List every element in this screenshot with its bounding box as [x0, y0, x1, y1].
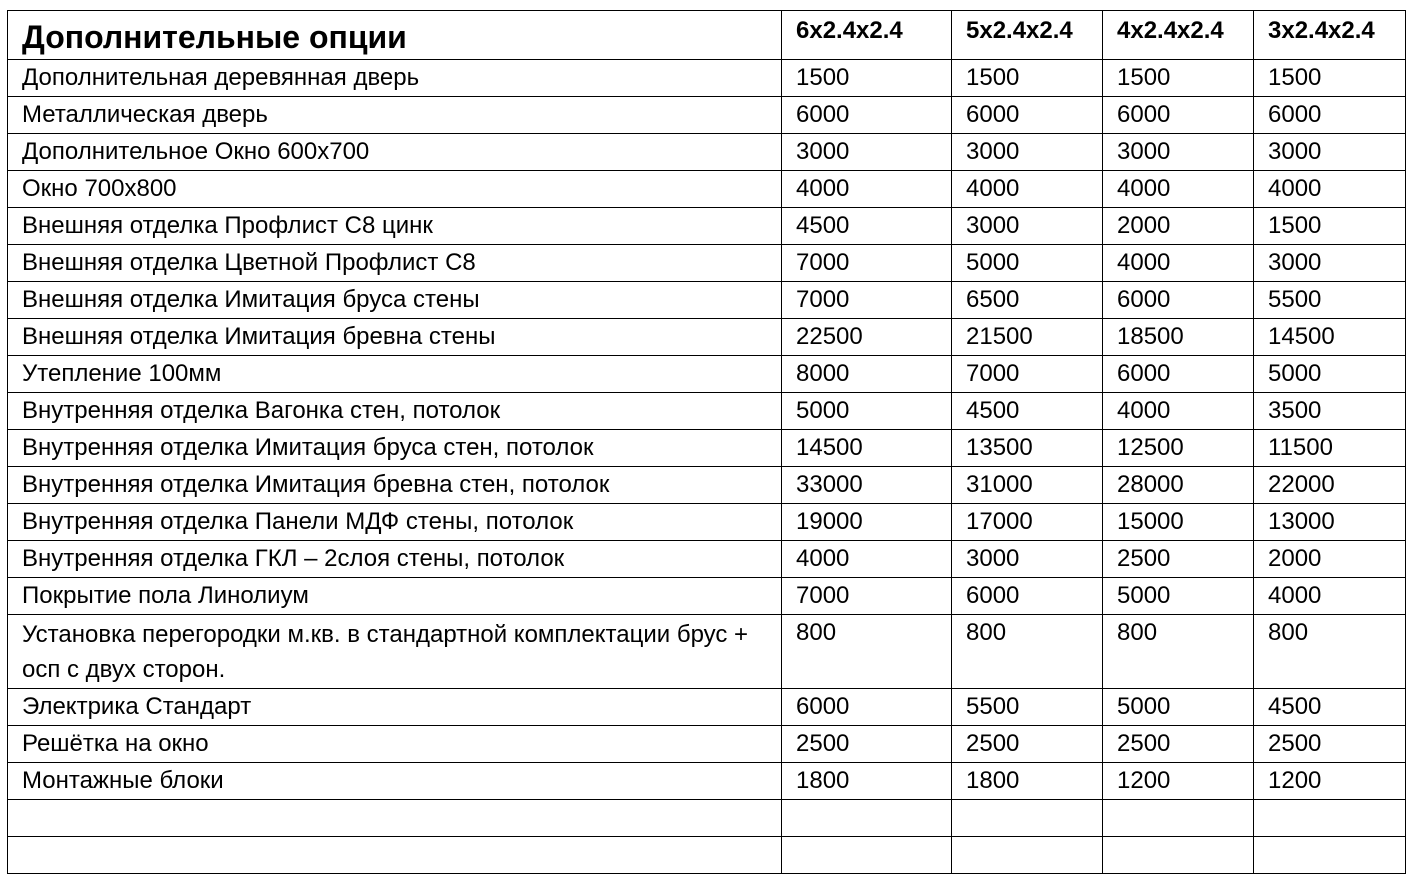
price-cell-4x2.4x2.4: 28000 [1103, 467, 1254, 504]
price-cell-3x2.4x2.4: 1200 [1254, 763, 1406, 800]
price-cell-4x2.4x2.4: 6000 [1103, 356, 1254, 393]
price-cell-4x2.4x2.4: 2000 [1103, 208, 1254, 245]
price-cell-4x2.4x2.4 [1103, 800, 1254, 837]
price-cell-4x2.4x2.4: 6000 [1103, 282, 1254, 319]
table-body [8, 60, 1406, 874]
table-row [8, 726, 1406, 763]
price-cell-6x2.4x2.4: 2500 [782, 726, 952, 763]
price-cell-4x2.4x2.4: 18500 [1103, 319, 1254, 356]
option-name-cell: Дополнительная деревянная дверь [8, 60, 782, 97]
table-row [8, 134, 1406, 171]
option-name-cell: Утепление 100мм [8, 356, 782, 393]
price-cell-5x2.4x2.4: 2500 [952, 726, 1103, 763]
price-cell-4x2.4x2.4: 12500 [1103, 430, 1254, 467]
price-cell-5x2.4x2.4: 6000 [952, 578, 1103, 615]
price-cell-6x2.4x2.4: 4500 [782, 208, 952, 245]
price-cell-4x2.4x2.4: 4000 [1103, 245, 1254, 282]
table-row-empty [8, 800, 1406, 837]
price-cell-6x2.4x2.4: 8000 [782, 356, 952, 393]
table-title: Дополнительные опции [8, 11, 782, 60]
price-cell-3x2.4x2.4: 14500 [1254, 319, 1406, 356]
price-cell-6x2.4x2.4: 5000 [782, 393, 952, 430]
option-name-cell: Внутренняя отделка Имитация бруса стен, потолок [8, 430, 782, 467]
price-cell-4x2.4x2.4: 5000 [1103, 578, 1254, 615]
option-name-cell [8, 837, 782, 874]
price-cell-5x2.4x2.4: 6000 [952, 97, 1103, 134]
price-cell-5x2.4x2.4: 31000 [952, 467, 1103, 504]
price-cell-5x2.4x2.4: 21500 [952, 319, 1103, 356]
table-row [8, 60, 1406, 97]
option-name-cell: Окно 700х800 [8, 171, 782, 208]
price-cell-4x2.4x2.4: 800 [1103, 615, 1254, 689]
option-name-cell: Внутренняя отделка Имитация бревна стен, потолок [8, 467, 782, 504]
table-row [8, 393, 1406, 430]
option-name-cell: Покрытие пола Линолиум [8, 578, 782, 615]
column-header-5x2.4x2.4: 5x2.4x2.4 [952, 11, 1103, 60]
table-header-row [8, 11, 1406, 60]
price-cell-5x2.4x2.4: 5500 [952, 689, 1103, 726]
price-cell-5x2.4x2.4: 17000 [952, 504, 1103, 541]
price-cell-6x2.4x2.4: 6000 [782, 689, 952, 726]
price-cell-3x2.4x2.4: 4500 [1254, 689, 1406, 726]
price-cell-6x2.4x2.4: 14500 [782, 430, 952, 467]
option-name-cell: Внешняя отделка Профлист С8 цинк [8, 208, 782, 245]
table-row [8, 430, 1406, 467]
price-cell-4x2.4x2.4: 15000 [1103, 504, 1254, 541]
price-cell-4x2.4x2.4: 3000 [1103, 134, 1254, 171]
price-cell-3x2.4x2.4: 3500 [1254, 393, 1406, 430]
price-cell-6x2.4x2.4: 19000 [782, 504, 952, 541]
price-cell-6x2.4x2.4: 800 [782, 615, 952, 689]
option-name-cell: Внешняя отделка Цветной Профлист С8 [8, 245, 782, 282]
price-cell-5x2.4x2.4: 1500 [952, 60, 1103, 97]
price-cell-4x2.4x2.4: 5000 [1103, 689, 1254, 726]
option-name-cell [8, 800, 782, 837]
price-cell-6x2.4x2.4: 4000 [782, 171, 952, 208]
price-cell-4x2.4x2.4: 1200 [1103, 763, 1254, 800]
price-cell-6x2.4x2.4 [782, 800, 952, 837]
price-cell-4x2.4x2.4 [1103, 837, 1254, 874]
option-name-cell: Электрика Стандарт [8, 689, 782, 726]
option-name-cell: Монтажные блоки [8, 763, 782, 800]
price-cell-6x2.4x2.4: 7000 [782, 245, 952, 282]
price-cell-6x2.4x2.4: 3000 [782, 134, 952, 171]
price-cell-5x2.4x2.4: 3000 [952, 541, 1103, 578]
option-name-cell: Дополнительное Окно 600х700 [8, 134, 782, 171]
table-row [8, 356, 1406, 393]
price-cell-3x2.4x2.4: 3000 [1254, 245, 1406, 282]
price-cell-3x2.4x2.4: 2000 [1254, 541, 1406, 578]
table-row [8, 763, 1406, 800]
option-name-cell: Металлическая дверь [8, 97, 782, 134]
price-cell-3x2.4x2.4: 6000 [1254, 97, 1406, 134]
options-price-table [7, 10, 1406, 874]
price-cell-6x2.4x2.4: 22500 [782, 319, 952, 356]
price-cell-4x2.4x2.4: 4000 [1103, 171, 1254, 208]
table-row [8, 319, 1406, 356]
table-row [8, 578, 1406, 615]
table-row [8, 689, 1406, 726]
option-name-cell: Внутренняя отделка Вагонка стен, потолок [8, 393, 782, 430]
price-cell-5x2.4x2.4 [952, 837, 1103, 874]
price-cell-3x2.4x2.4: 5500 [1254, 282, 1406, 319]
table-row [8, 467, 1406, 504]
price-cell-3x2.4x2.4: 800 [1254, 615, 1406, 689]
price-cell-4x2.4x2.4: 2500 [1103, 541, 1254, 578]
price-cell-5x2.4x2.4: 3000 [952, 134, 1103, 171]
table-row [8, 171, 1406, 208]
price-cell-3x2.4x2.4: 22000 [1254, 467, 1406, 504]
table-row [8, 541, 1406, 578]
column-header-4x2.4x2.4: 4x2.4x2.4 [1103, 11, 1254, 60]
price-cell-5x2.4x2.4: 4000 [952, 171, 1103, 208]
option-name-cell: Внешняя отделка Имитация бревна стены [8, 319, 782, 356]
option-name-cell: Установка перегородки м.кв. в стандартной комплектации брус + осп с двух сторон. [8, 615, 782, 689]
price-cell-4x2.4x2.4: 4000 [1103, 393, 1254, 430]
table-row [8, 208, 1406, 245]
table-row [8, 282, 1406, 319]
price-cell-5x2.4x2.4: 5000 [952, 245, 1103, 282]
price-cell-5x2.4x2.4: 7000 [952, 356, 1103, 393]
price-cell-6x2.4x2.4: 4000 [782, 541, 952, 578]
price-cell-4x2.4x2.4: 2500 [1103, 726, 1254, 763]
price-cell-6x2.4x2.4: 7000 [782, 282, 952, 319]
price-cell-6x2.4x2.4 [782, 837, 952, 874]
price-cell-3x2.4x2.4 [1254, 800, 1406, 837]
column-header-3x2.4x2.4: 3x2.4x2.4 [1254, 11, 1406, 60]
option-name-cell: Внутренняя отделка ГКЛ – 2слоя стены, потолок [8, 541, 782, 578]
price-cell-5x2.4x2.4: 6500 [952, 282, 1103, 319]
option-name-cell: Внешняя отделка Имитация бруса стены [8, 282, 782, 319]
price-cell-3x2.4x2.4: 4000 [1254, 578, 1406, 615]
price-cell-4x2.4x2.4: 6000 [1103, 97, 1254, 134]
price-cell-5x2.4x2.4 [952, 800, 1103, 837]
price-cell-6x2.4x2.4: 1800 [782, 763, 952, 800]
price-cell-3x2.4x2.4: 4000 [1254, 171, 1406, 208]
price-cell-3x2.4x2.4: 11500 [1254, 430, 1406, 467]
price-cell-4x2.4x2.4: 1500 [1103, 60, 1254, 97]
price-cell-5x2.4x2.4: 4500 [952, 393, 1103, 430]
table-row [8, 615, 1406, 689]
table-row [8, 97, 1406, 134]
price-cell-3x2.4x2.4: 2500 [1254, 726, 1406, 763]
price-cell-3x2.4x2.4: 5000 [1254, 356, 1406, 393]
price-cell-5x2.4x2.4: 13500 [952, 430, 1103, 467]
price-cell-6x2.4x2.4: 33000 [782, 467, 952, 504]
price-cell-3x2.4x2.4: 3000 [1254, 134, 1406, 171]
table-row-empty [8, 837, 1406, 874]
price-cell-3x2.4x2.4: 1500 [1254, 208, 1406, 245]
price-cell-5x2.4x2.4: 1800 [952, 763, 1103, 800]
price-cell-5x2.4x2.4: 800 [952, 615, 1103, 689]
table-row [8, 504, 1406, 541]
option-name-cell: Внутренняя отделка Панели МДФ стены, потолок [8, 504, 782, 541]
price-cell-3x2.4x2.4 [1254, 837, 1406, 874]
price-cell-3x2.4x2.4: 13000 [1254, 504, 1406, 541]
price-cell-6x2.4x2.4: 7000 [782, 578, 952, 615]
price-cell-6x2.4x2.4: 1500 [782, 60, 952, 97]
column-header-6x2.4x2.4: 6x2.4x2.4 [782, 11, 952, 60]
price-cell-5x2.4x2.4: 3000 [952, 208, 1103, 245]
price-cell-3x2.4x2.4: 1500 [1254, 60, 1406, 97]
option-name-cell: Решётка на окно [8, 726, 782, 763]
table-row [8, 245, 1406, 282]
price-cell-6x2.4x2.4: 6000 [782, 97, 952, 134]
